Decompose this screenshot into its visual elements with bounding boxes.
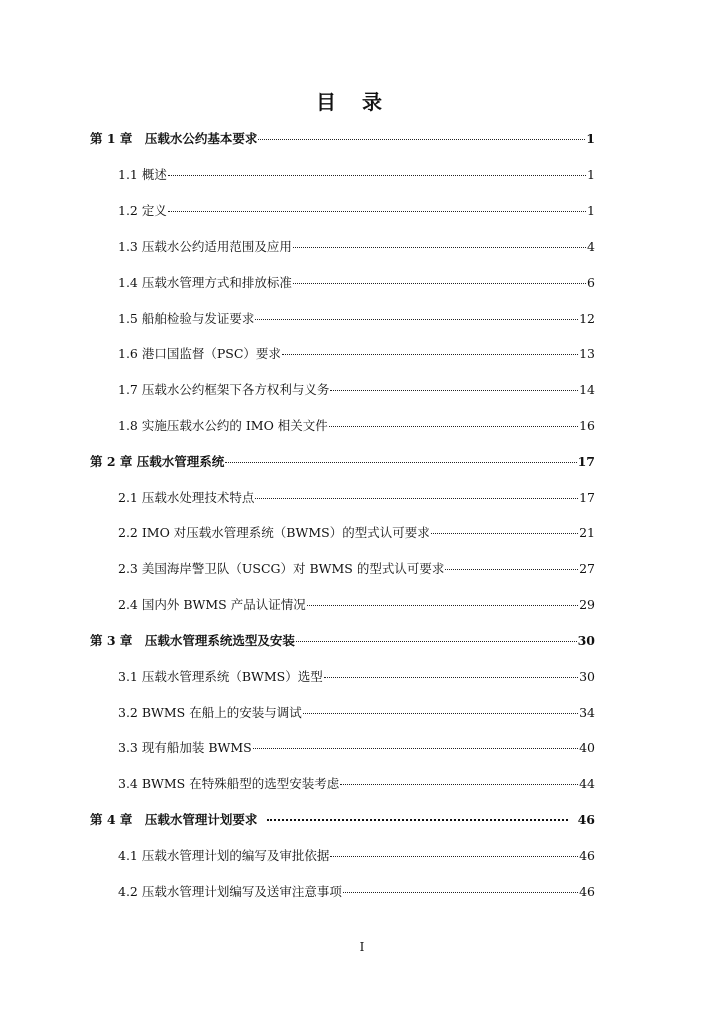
toc-entry-chapter-3[interactable] [90, 633, 595, 649]
dot-leader [293, 283, 586, 284]
toc-entry-1-5[interactable] [118, 311, 595, 327]
dot-leader [445, 569, 578, 570]
toc-entry-1-7[interactable] [118, 382, 595, 398]
toc-entry-2-3[interactable] [118, 561, 595, 577]
toc-entry-chapter-4[interactable] [90, 812, 595, 828]
toc-entry-page: 1 [587, 203, 595, 218]
dot-leader [431, 533, 578, 534]
toc-entry-page: 46 [579, 848, 595, 863]
toc-entry-page: 30 [579, 669, 595, 684]
dot-leader [293, 247, 586, 248]
toc-entry-label: 2.4 国内外 BWMS 产品认证情况 [118, 597, 306, 612]
toc-entry-label: 4.2 压载水管理计划编写及送审注意事项 [118, 884, 342, 899]
toc-entry-label: 1.6 港口国监督（PSC）要求 [118, 346, 281, 361]
toc-entry-2-4[interactable] [118, 597, 595, 613]
toc-entry-label: 2.2 IMO 对压载水管理系统（BWMS）的型式认可要求 [118, 525, 430, 540]
toc-entry-label: 3.2 BWMS 在船上的安装与调试 [118, 705, 302, 720]
toc-entry-page: 6 [587, 275, 595, 290]
toc-entry-3-2[interactable] [118, 705, 595, 721]
toc-entry-page: 27 [579, 561, 595, 576]
dot-leader [307, 605, 578, 606]
dot-leader [343, 892, 578, 893]
toc-entry-3-3[interactable] [118, 740, 595, 756]
toc-entry-label: 2.1 压载水处理技术特点 [118, 490, 255, 505]
toc-entry-4-2[interactable] [118, 884, 595, 900]
dot-leader [225, 462, 576, 463]
toc-entry-1-8[interactable] [118, 418, 595, 434]
toc-entry-1-2[interactable] [118, 203, 595, 219]
toc-entry-chapter-2[interactable] [90, 454, 595, 470]
toc-entry-label: 1.3 压载水公约适用范围及应用 [118, 239, 292, 254]
dot-leader [255, 319, 578, 320]
toc-entry-page: 12 [579, 311, 595, 326]
toc-entry-page: 17 [577, 454, 595, 469]
toc-entry-page: 17 [579, 490, 595, 505]
page-number: I [359, 940, 365, 954]
toc-title: 目录 [316, 90, 408, 114]
dot-leader [329, 426, 578, 427]
dot-leader [303, 713, 578, 714]
toc-entry-page: 1 [587, 167, 595, 182]
toc-entry-label: 1.1 概述 [118, 167, 167, 182]
toc-entry-label: 3.4 BWMS 在特殊船型的选型安装考虑 [118, 776, 340, 791]
toc-entry-1-1[interactable] [118, 167, 595, 183]
toc-entry-label: 第 1 章 压载水公约基本要求 [90, 131, 258, 146]
dot-leader [255, 498, 578, 499]
toc-entry-page: 46 [577, 812, 595, 827]
toc-entry-page: 4 [587, 239, 595, 254]
dot-leader [258, 139, 585, 140]
toc-entry-label: 第 4 章 压载水管理计划要求 [90, 812, 258, 827]
dot-leader [253, 748, 578, 749]
toc-entry-page: 30 [577, 633, 595, 648]
toc-entry-label: 2.3 美国海岸警卫队（USCG）对 BWMS 的型式认可要求 [118, 561, 445, 576]
toc-entry-label: 1.4 压载水管理方式和排放标准 [118, 275, 292, 290]
dot-leader [330, 856, 578, 857]
toc-entry-page: 46 [579, 884, 595, 899]
dot-leader [168, 175, 586, 176]
toc-entry-4-1[interactable] [118, 848, 595, 864]
dot-leader [267, 819, 567, 821]
dot-leader [330, 390, 578, 391]
toc-entry-2-2[interactable] [118, 525, 595, 541]
dot-leader [340, 784, 578, 785]
toc-entry-page: 34 [579, 705, 595, 720]
toc-entry-label: 1.2 定义 [118, 203, 167, 218]
toc-entry-page: 16 [579, 418, 595, 433]
toc-entry-page: 14 [579, 382, 595, 397]
dot-leader [296, 641, 577, 642]
dot-leader [282, 354, 578, 355]
toc-entry-1-6[interactable] [118, 346, 595, 362]
toc-entry-page: 29 [579, 597, 595, 612]
toc-entry-label: 3.1 压载水管理系统（BWMS）选型 [118, 669, 323, 684]
toc-entry-1-4[interactable] [118, 275, 595, 291]
toc-entry-1-3[interactable] [118, 239, 595, 255]
toc-entry-page: 13 [579, 346, 595, 361]
toc-entry-label: 3.3 现有船加装 BWMS [118, 740, 252, 755]
toc-entry-chapter-1[interactable] [90, 131, 595, 147]
toc-entry-label: 4.1 压载水管理计划的编写及审批依据 [118, 848, 330, 863]
toc-entry-3-1[interactable] [118, 669, 595, 685]
toc-entry-page: 40 [579, 740, 595, 755]
toc-entry-label: 第 3 章 压载水管理系统选型及安装 [90, 633, 295, 648]
toc-entry-page: 21 [579, 525, 595, 540]
toc-entry-3-4[interactable] [118, 776, 595, 792]
dot-leader [168, 211, 586, 212]
toc-entry-page: 44 [579, 776, 595, 791]
toc-entry-label: 第 2 章 压载水管理系统 [90, 454, 225, 469]
toc-entry-2-1[interactable] [118, 490, 595, 506]
toc-entry-label: 1.8 实施压载水公约的 IMO 相关文件 [118, 418, 328, 433]
toc-entry-label: 1.7 压载水公约框架下各方权利与义务 [118, 382, 330, 397]
dot-leader [324, 677, 578, 678]
toc-entry-label: 1.5 船舶检验与发证要求 [118, 311, 255, 326]
toc-entry-page: 1 [586, 131, 595, 146]
